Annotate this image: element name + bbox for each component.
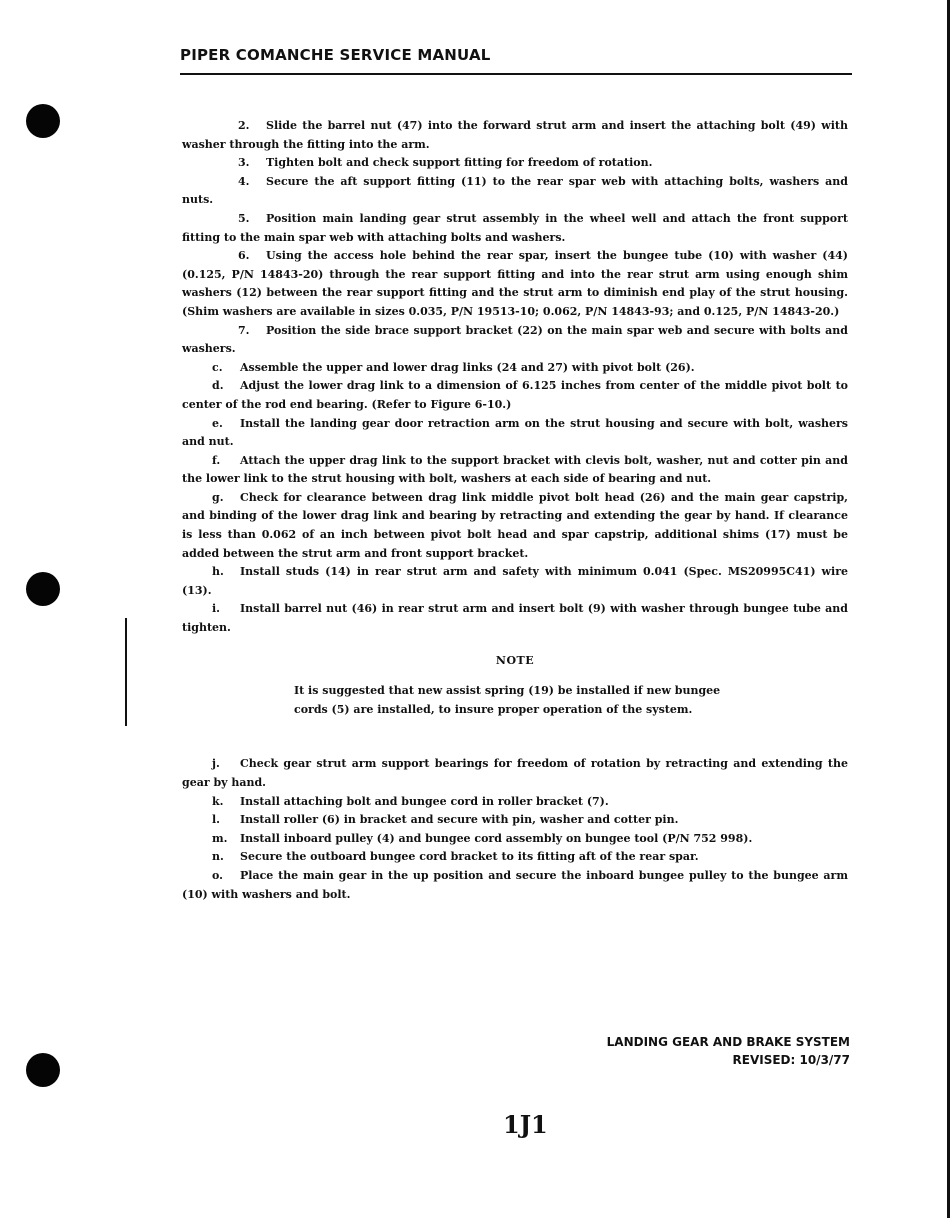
step-label: n. — [212, 850, 224, 864]
step-text: Check for clearance between drag link middle pivot bolt head (26) and the main gear capstrip, and binding of the lower drag link and bearing by retracting and extending the gear by hand. If clearance is less than 0.062 of an inch between pivot bolt head and spar capstrip, additional shims (17) must be added between the strut arm and front support bracket. — [182, 490, 848, 560]
binder-hole-bottom — [26, 1053, 60, 1087]
footer-revised: REVISED: 10/3/77 — [732, 1053, 850, 1067]
procedure-steps-continued — [182, 755, 848, 904]
step-text: Adjust the lower drag link to a dimension of 6.125 inches from center of the middle pivot bolt to center of the rod end bearing. (Refer to Figure 6-10.) — [182, 379, 848, 411]
binder-hole-top — [26, 104, 60, 138]
note-text: It is suggested that new assist spring (19) be installed if new bungee cords (5) are installed, to insure proper operation of the system. — [294, 684, 721, 716]
step-text: Install barrel nut (46) in rear strut arm and insert bolt (9) with washer through bungee tube and tighten. — [182, 602, 848, 635]
step-text: Install inboard pulley (4) and bungee cord assembly on bungee tool (P/N 752 998). — [240, 831, 753, 845]
procedure-step — [182, 117, 848, 154]
step-label: 6. — [238, 249, 250, 263]
step-label: e. — [212, 416, 223, 430]
procedure-steps — [182, 117, 848, 638]
procedure-body — [182, 117, 848, 904]
procedure-step — [182, 755, 848, 792]
step-label: 3. — [238, 156, 250, 170]
procedure-step — [182, 811, 848, 830]
step-text: Install attaching bolt and bungee cord in roller bracket (7). — [240, 794, 609, 808]
procedure-step — [182, 867, 848, 904]
procedure-step — [182, 830, 848, 849]
step-text: Using the access hole behind the rear spar, insert the bungee tube (10) with washer (44) (0.125, P/N 14843-20) through the rear support fitting and into the rear strut arm using enough shim washers (12) between the rear support fitting and the strut arm to diminish end play of the strut housing. (Shim washers are available in sizes 0.035, P/N 19513-10; 0.062, P/N 14843-93; and 0.125, P/N 14843-20.) — [182, 249, 848, 318]
procedure-step — [182, 359, 848, 378]
page-footer — [607, 1033, 850, 1069]
header-rule — [180, 73, 852, 75]
procedure-step — [182, 563, 848, 600]
step-text: Check gear strut arm support bearings for freedom of rotation by retracting and extending the gear by hand. — [182, 757, 848, 789]
step-label: 7. — [238, 323, 250, 337]
step-text: Position main landing gear strut assembly in the wheel well and attach the front support fitting to the main spar web with attaching bolts and washers. — [182, 211, 848, 244]
procedure-step — [182, 793, 848, 812]
step-label: 4. — [238, 174, 250, 188]
step-label: 2. — [238, 119, 250, 132]
binder-hole-middle — [26, 572, 60, 606]
step-label: m. — [212, 831, 228, 845]
step-text: Secure the outboard bungee cord bracket to its fitting aft of the rear spar. — [240, 850, 699, 864]
procedure-step — [182, 322, 848, 359]
change-bar — [125, 618, 127, 726]
manual-title: PIPER COMANCHE SERVICE MANUAL — [180, 46, 491, 64]
step-label: c. — [212, 360, 223, 374]
step-label: j. — [212, 757, 220, 771]
step-text: Slide the barrel nut (47) into the forward strut arm and insert the attaching bolt (49) with washer through the fitting into the arm. — [182, 119, 848, 151]
step-text: Install roller (6) in bracket and secure with pin, washer and cotter pin. — [240, 813, 679, 827]
step-label: h. — [212, 565, 224, 579]
note-title: NOTE — [495, 653, 535, 667]
step-text: Place the main gear in the up position and secure the inboard bungee pulley to the bungee arm (10) with washers and bolt. — [182, 868, 848, 901]
procedure-step — [182, 848, 848, 867]
procedure-step — [182, 489, 848, 563]
procedure-step — [182, 452, 848, 489]
procedure-step — [182, 210, 848, 247]
procedure-step — [182, 600, 848, 637]
page-number: 1J1 — [503, 1110, 548, 1139]
step-label: o. — [212, 868, 223, 882]
step-label: i. — [212, 602, 221, 616]
footer-section: LANDING GEAR AND BRAKE SYSTEM — [606, 1035, 850, 1049]
step-label: f. — [212, 453, 221, 467]
step-label: k. — [212, 794, 224, 808]
step-label: d. — [212, 379, 224, 393]
step-text: Assemble the upper and lower drag links (24 and 27) with pivot bolt (26). — [240, 360, 695, 374]
step-text: Tighten bolt and check support fitting for freedom of rotation. — [266, 156, 653, 170]
step-text: Install the landing gear door retraction arm on the strut housing and secure with bolt, washers and nut. — [182, 416, 848, 449]
step-label: 5. — [238, 211, 250, 225]
step-text: Secure the aft support fitting (11) to the rear spar web with attaching bolts, washers and nuts. — [182, 174, 848, 207]
step-text: Install studs (14) in rear strut arm and safety with minimum 0.041 (Spec. MS20995C41) wire (13). — [182, 565, 848, 597]
step-text: Position the side brace support bracket (22) on the main spar web and secure with bolts and washers. — [182, 323, 848, 356]
procedure-step — [182, 247, 848, 321]
step-label: g. — [212, 490, 224, 504]
step-text: Attach the upper drag link to the support bracket with clevis bolt, washer, nut and cotter pin and the lower link to the strut housing with bolt, washers at each side of bearing and nut. — [182, 453, 848, 486]
procedure-step — [182, 173, 848, 210]
procedure-step — [182, 415, 848, 452]
procedure-step — [182, 154, 848, 173]
procedure-step — [182, 377, 848, 414]
step-label: l. — [212, 813, 221, 827]
